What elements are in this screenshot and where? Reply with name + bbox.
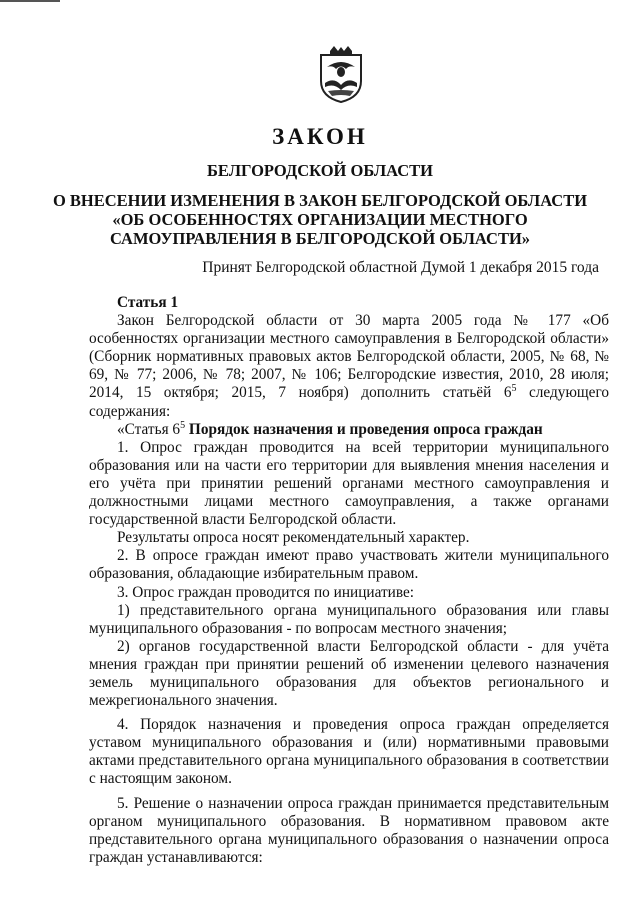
document-title: ЗАКОН <box>272 124 368 149</box>
new-article-heading: «Статья $6^5$ Порядок назначения и проведения опроса граждан <box>117 419 543 438</box>
article-heading: Статья 1 <box>117 294 179 311</box>
scan-edge-mark <box>0 0 60 2</box>
law-body <box>89 294 609 867</box>
paragraph: Результаты опроса носят рекомендательный характер. <box>117 529 470 547</box>
paragraph: 4. Порядок назначения и проведения опроса граждан определяется уставом муниципального образования и (или) нормативными правовыми актами представительного органа муниципального образования в соответствии с настоящим законом. <box>89 716 609 788</box>
adoption-line: Принят Белгородской областной Думой 1 декабря 2015 года <box>202 259 599 276</box>
paragraph: 2) органов государственной власти Белгородской области - для учёта мнения граждан при принятии решений об изменении целевого назначения земель муниципального образования для объектов регионального и межрегионального значения. <box>89 637 609 710</box>
coat-of-arms-icon <box>316 45 366 103</box>
paragraph: 2. В опросе граждан имеют право участвовать жители муниципального образования, обладающие избирательным правом. <box>89 547 609 583</box>
law-subject: О ВНЕСЕНИИ ИЗМЕНЕНИЯ В ЗАКОН БЕЛГОРОДСКОЙ ОБЛАСТИ «ОБ ОСОБЕННОСТЯХ ОРГАНИЗАЦИИ МЕСТНОГО САМОУПРАВЛЕНИЯ В БЕЛГОРОДСКОЙ ОБЛАСТИ» <box>52 191 588 248</box>
paragraph: 1. Опрос граждан проводится на всей территории муниципального образования или на части его территории для выявления мнения населения и его учёта при принятии решений органами местного самоуправления и должностными лицами местного самоуправления, а также органами государственной власти Белгородской области. <box>89 438 609 529</box>
article-intro: Закон Белгородской области от 30 марта 2005 года № 177 «Об особенностях организации местного самоуправления в Белгородской области» (Сборник нормативных правовых актов Белгородской области, 2005, № 68, № 69, № 77; 2006, № 78; 2007, № 106; Белгородские известия, 2010, 28 июля; 2014, 15 октября; 2015, 7 ноября) дополнить статьёй $6^5$ следующего содержания: <box>89 312 609 420</box>
region-heading: БЕЛГОРОДСКОЙ ОБЛАСТИ <box>207 161 433 180</box>
paragraph: 3. Опрос граждан проводится по инициативе: <box>117 583 415 601</box>
paragraph: 5. Решение о назначении опроса граждан принимается представительным органом муниципального образования. В нормативном правовом акте представительного органа муниципального образования о назначении опроса граждан устанавливаются: <box>89 794 609 866</box>
paragraph: 1) представительного органа муниципального образования или главы муниципального образования - по вопросам местного значения; <box>89 601 609 637</box>
